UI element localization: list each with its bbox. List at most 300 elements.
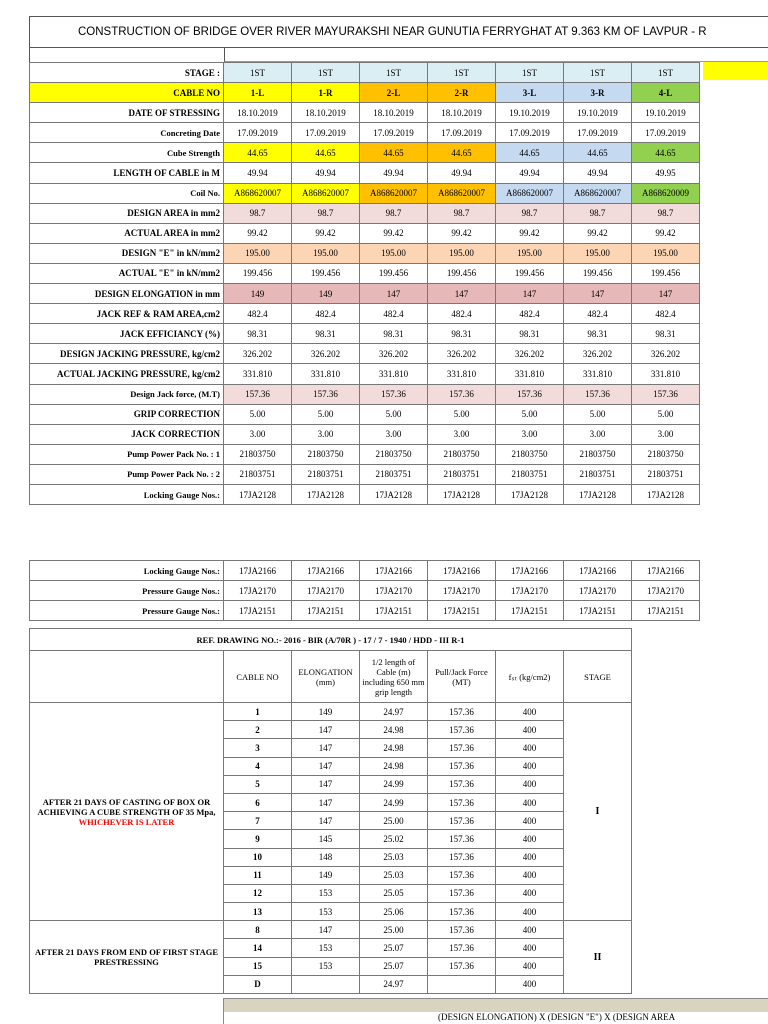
- ref-header-blank: [30, 651, 224, 703]
- data-cell: 17.09.2019: [428, 123, 496, 143]
- ref-cell: 25.02: [360, 830, 428, 848]
- gauge-cell: 17JA2166: [292, 561, 360, 581]
- ref-cell: 148: [292, 848, 360, 866]
- gauge-table: [29, 560, 700, 621]
- data-cell: 44.65: [360, 143, 428, 163]
- ref-cell: 24.98: [360, 721, 428, 739]
- ref-cell: 400: [496, 957, 564, 975]
- data-cell: 157.36: [224, 384, 292, 404]
- cable-label: CABLE NO: [30, 83, 224, 103]
- data-cell: 3.00: [428, 424, 496, 444]
- data-cell: 49.94: [360, 163, 428, 183]
- gauge-cell: 17JA2151: [360, 601, 428, 621]
- data-row: [30, 344, 700, 364]
- gauge-cell: 17JA2166: [632, 561, 700, 581]
- row-label: DATE OF STRESSING: [30, 103, 224, 123]
- gauge-cell: 17JA2166: [360, 561, 428, 581]
- data-cell: 99.42: [292, 223, 360, 243]
- data-cell: 17.09.2019: [496, 123, 564, 143]
- stage-cell: 1ST: [428, 63, 496, 83]
- row-label: DESIGN "E" in kN/mm2: [30, 243, 224, 263]
- data-cell: 21803751: [496, 464, 564, 484]
- ref-cell: 147: [292, 921, 360, 939]
- ref-cell: 9: [224, 830, 292, 848]
- data-cell: A868620007: [564, 183, 632, 203]
- data-cell: 157.36: [292, 384, 360, 404]
- ref-cell: 25.06: [360, 903, 428, 921]
- ref-cell: 2: [224, 721, 292, 739]
- ref-cell: 149: [292, 703, 360, 721]
- ref-header-cell: CABLE NO: [224, 651, 292, 703]
- ref-cell: 25.07: [360, 939, 428, 957]
- data-cell: 21803750: [292, 444, 360, 464]
- data-cell: 199.456: [224, 263, 292, 283]
- data-cell: 19.10.2019: [564, 103, 632, 123]
- data-cell: 195.00: [564, 243, 632, 263]
- data-cell: 99.42: [224, 223, 292, 243]
- gauge-row: [30, 601, 700, 621]
- data-cell: 157.36: [632, 384, 700, 404]
- cable-cell: 3-R: [564, 83, 632, 103]
- ref-cell: 24.99: [360, 793, 428, 811]
- data-row: [30, 464, 700, 484]
- data-cell: 3.00: [564, 424, 632, 444]
- data-cell: 157.36: [564, 384, 632, 404]
- row-label: DESIGN ELONGATION in mm: [30, 284, 224, 304]
- row-label: Coil No.: [30, 183, 224, 203]
- data-cell: 21803750: [224, 444, 292, 464]
- ref-stage: I: [564, 703, 632, 921]
- data-cell: 157.36: [360, 384, 428, 404]
- data-cell: 49.94: [292, 163, 360, 183]
- ref-cell: 157.36: [428, 830, 496, 848]
- ref-header-cell: STAGE: [564, 651, 632, 703]
- gauge-cell: 17JA2166: [224, 561, 292, 581]
- ref-cell: 157.36: [428, 793, 496, 811]
- ref-cell: 3: [224, 739, 292, 757]
- data-cell: 99.42: [360, 223, 428, 243]
- data-cell: 326.202: [224, 344, 292, 364]
- cable-cell: 1-R: [292, 83, 360, 103]
- data-cell: 331.810: [292, 364, 360, 384]
- ref-cell: 400: [496, 812, 564, 830]
- cable-cell: 1-L: [224, 83, 292, 103]
- ref-cell: 25.00: [360, 921, 428, 939]
- data-cell: 18.10.2019: [292, 103, 360, 123]
- ref-cell: 149: [292, 866, 360, 884]
- stage-cell: 1ST: [632, 63, 700, 83]
- gauge-cell: 17JA2151: [224, 601, 292, 621]
- data-cell: 195.00: [224, 243, 292, 263]
- data-cell: 482.4: [632, 304, 700, 324]
- data-cell: 5.00: [292, 404, 360, 424]
- data-cell: A868620007: [360, 183, 428, 203]
- data-cell: 147: [632, 284, 700, 304]
- data-cell: 19.10.2019: [632, 103, 700, 123]
- row-label: JACK REF & RAM AREA,cm2: [30, 304, 224, 324]
- data-cell: 326.202: [632, 344, 700, 364]
- data-cell: 17JA2128: [496, 484, 564, 504]
- ref-cell: 157.36: [428, 866, 496, 884]
- data-cell: A868620007: [496, 183, 564, 203]
- ref-cell: 157.36: [428, 739, 496, 757]
- data-cell: 98.31: [632, 324, 700, 344]
- data-cell: 21803751: [292, 464, 360, 484]
- row-label: Pump Power Pack No. : 1: [30, 444, 224, 464]
- ref-cell: 400: [496, 793, 564, 811]
- cable-cell: 4-L: [632, 83, 700, 103]
- ref-cell: 157.36: [428, 775, 496, 793]
- gauge-cell: 17JA2170: [496, 581, 564, 601]
- data-cell: 157.36: [428, 384, 496, 404]
- data-cell: 326.202: [428, 344, 496, 364]
- data-cell: 18.10.2019: [360, 103, 428, 123]
- ref-cell: 24.97: [360, 975, 428, 993]
- data-cell: 5.00: [496, 404, 564, 424]
- data-cell: 21803750: [496, 444, 564, 464]
- data-cell: 5.00: [564, 404, 632, 424]
- data-cell: 331.810: [224, 364, 292, 384]
- ref-cell: [428, 975, 496, 993]
- data-cell: 482.4: [292, 304, 360, 324]
- ref-cell: 400: [496, 775, 564, 793]
- span-girder-row: [29, 48, 768, 62]
- data-cell: 21803751: [632, 464, 700, 484]
- data-cell: 326.202: [292, 344, 360, 364]
- data-cell: 17JA2128: [224, 484, 292, 504]
- data-cell: 195.00: [360, 243, 428, 263]
- row-label: Concreting Date: [30, 123, 224, 143]
- data-cell: 17.09.2019: [360, 123, 428, 143]
- gauge-cell: 17JA2166: [564, 561, 632, 581]
- data-row: [30, 123, 700, 143]
- data-cell: 98.7: [564, 203, 632, 223]
- data-cell: 98.31: [224, 324, 292, 344]
- data-cell: 331.810: [360, 364, 428, 384]
- data-cell: 17.09.2019: [292, 123, 360, 143]
- data-row: [30, 103, 700, 123]
- ref-cell: 25.03: [360, 866, 428, 884]
- gauge-cell: 17JA2170: [224, 581, 292, 601]
- ref-cell: 157.36: [428, 703, 496, 721]
- data-cell: 98.7: [496, 203, 564, 223]
- ref-row: [30, 921, 632, 939]
- data-cell: 17JA2128: [292, 484, 360, 504]
- formula-text: (DESIGN ELONGATION) X (DESIGN "E") X (DESIGN AREA: [223, 1012, 768, 1024]
- gauge-cell: 17JA2151: [632, 601, 700, 621]
- gauge-cell: 17JA2166: [496, 561, 564, 581]
- data-cell: 199.456: [564, 263, 632, 283]
- data-row: [30, 304, 700, 324]
- data-row: [30, 203, 700, 223]
- row-label: GRIP CORRECTION: [30, 404, 224, 424]
- gauge-label: Pressure Gauge Nos.:: [30, 581, 224, 601]
- cable-cell: 2-L: [360, 83, 428, 103]
- data-cell: 21803750: [428, 444, 496, 464]
- data-row: [30, 444, 700, 464]
- data-row: [30, 263, 700, 283]
- gauge-row: [30, 561, 700, 581]
- gauge-cell: 17JA2151: [292, 601, 360, 621]
- data-cell: 331.810: [632, 364, 700, 384]
- data-row: [30, 243, 700, 263]
- data-cell: 157.36: [496, 384, 564, 404]
- data-cell: 199.456: [632, 263, 700, 283]
- data-cell: 21803750: [564, 444, 632, 464]
- data-cell: 17JA2128: [564, 484, 632, 504]
- ref-cell: 400: [496, 703, 564, 721]
- stage-cell: 1ST: [496, 63, 564, 83]
- span-girder-value-cell[interactable]: [224, 48, 768, 62]
- ref-cell: 6: [224, 793, 292, 811]
- ref-cell: 157.36: [428, 921, 496, 939]
- stage-cell: 1ST: [224, 63, 292, 83]
- ref-cell: 400: [496, 757, 564, 775]
- ref-header-row: [30, 651, 632, 703]
- data-cell: 331.810: [564, 364, 632, 384]
- ref-cell: 400: [496, 975, 564, 993]
- ref-header-cell: fₛₜ (kg/cm2): [496, 651, 564, 703]
- ref-cell: 25.00: [360, 812, 428, 830]
- data-cell: 5.00: [428, 404, 496, 424]
- cable-cell: 2-R: [428, 83, 496, 103]
- data-cell: 98.7: [292, 203, 360, 223]
- ref-group-label: [30, 921, 224, 994]
- ref-cell: D: [224, 975, 292, 993]
- gauge-cell: 17JA2151: [428, 601, 496, 621]
- data-cell: 98.31: [360, 324, 428, 344]
- ref-cell: 157.36: [428, 957, 496, 975]
- footer-bar: [223, 998, 768, 1012]
- data-row: [30, 324, 700, 344]
- ref-cell: 15: [224, 957, 292, 975]
- ref-cell: 25.03: [360, 848, 428, 866]
- data-cell: 5.00: [224, 404, 292, 424]
- data-cell: 49.94: [428, 163, 496, 183]
- gauge-cell: 17JA2170: [428, 581, 496, 601]
- ref-cell: 10: [224, 848, 292, 866]
- ref-cell: 11: [224, 866, 292, 884]
- data-cell: 21803751: [224, 464, 292, 484]
- data-cell: 17.09.2019: [632, 123, 700, 143]
- data-cell: 147: [428, 284, 496, 304]
- data-row: [30, 223, 700, 243]
- data-cell: 3.00: [632, 424, 700, 444]
- row-label: JACK EFFICIANCY (%): [30, 324, 224, 344]
- data-row: [30, 424, 700, 444]
- ref-cell: [292, 975, 360, 993]
- ref-cell: 25.07: [360, 957, 428, 975]
- data-row: [30, 183, 700, 203]
- ref-cell: 12: [224, 884, 292, 902]
- ref-cell: 24.99: [360, 775, 428, 793]
- ref-cell: 147: [292, 721, 360, 739]
- data-row: [30, 143, 700, 163]
- ref-cell: 147: [292, 757, 360, 775]
- data-cell: 21803751: [360, 464, 428, 484]
- ref-header-cell: 1/2 length of Cable (m) including 650 mm grip length: [360, 651, 428, 703]
- ref-cell: 400: [496, 939, 564, 957]
- gauge-label: Pressure Gauge Nos.:: [30, 601, 224, 621]
- ref-group-text: AFTER 21 DAYS OF CASTING OF BOX OR ACHIEVING A CUBE STRENGTH OF 35 Mpa,: [37, 796, 216, 817]
- data-cell: 482.4: [428, 304, 496, 324]
- row-label: DESIGN AREA in mm2: [30, 203, 224, 223]
- ref-drawing: REF. DRAWING NO.:- 2016 - BIR (A/70R ) - 17 / 7 - 1940 / HDD - III R-1: [30, 629, 632, 651]
- ref-drawing-row: [30, 629, 632, 651]
- gauge-cell: 17JA2170: [632, 581, 700, 601]
- document-title: CONSTRUCTION OF BRIDGE OVER RIVER MAYURAKSHI NEAR GUNUTIA FERRYGHAT AT 9.363 KM OF LAVPUR - R: [29, 16, 768, 48]
- row-label: Locking Gauge Nos.:: [30, 484, 224, 504]
- data-cell: 3.00: [224, 424, 292, 444]
- data-cell: 21803750: [360, 444, 428, 464]
- data-cell: 49.94: [224, 163, 292, 183]
- ref-cell: 147: [292, 793, 360, 811]
- data-cell: 482.4: [496, 304, 564, 324]
- ref-row: [30, 703, 632, 721]
- gauge-cell: 17JA2151: [564, 601, 632, 621]
- ref-cell: 147: [292, 739, 360, 757]
- gauge-cell: 17JA2170: [292, 581, 360, 601]
- data-cell: 147: [360, 284, 428, 304]
- data-cell: 326.202: [564, 344, 632, 364]
- data-row: [30, 384, 700, 404]
- ref-cell: 157.36: [428, 939, 496, 957]
- ref-cell: 400: [496, 921, 564, 939]
- cable-cell: 3-L: [496, 83, 564, 103]
- ref-cell: 400: [496, 848, 564, 866]
- data-cell: 331.810: [496, 364, 564, 384]
- data-cell: 326.202: [360, 344, 428, 364]
- data-cell: 21803751: [428, 464, 496, 484]
- data-cell: 17JA2128: [360, 484, 428, 504]
- data-cell: 18.10.2019: [428, 103, 496, 123]
- ref-cell: 1: [224, 703, 292, 721]
- data-cell: 195.00: [292, 243, 360, 263]
- stage-cell: 1ST: [564, 63, 632, 83]
- data-cell: 199.456: [360, 263, 428, 283]
- stressing-table: [29, 62, 700, 505]
- ref-cell: 400: [496, 830, 564, 848]
- data-cell: 98.7: [360, 203, 428, 223]
- ref-header-cell: ELONGATION (mm): [292, 651, 360, 703]
- ref-group-note: WHICHEVER IS LATER: [78, 816, 175, 827]
- data-cell: 44.65: [292, 143, 360, 163]
- ref-cell: 24.97: [360, 703, 428, 721]
- data-cell: 17JA2128: [632, 484, 700, 504]
- ref-cell: 400: [496, 739, 564, 757]
- row-label: ACTUAL JACKING PRESSURE, kg/cm2: [30, 364, 224, 384]
- stage-label: STAGE :: [30, 63, 224, 83]
- data-row: [30, 484, 700, 504]
- gauge-cell: 17JA2170: [564, 581, 632, 601]
- data-cell: 98.7: [428, 203, 496, 223]
- data-cell: A868620009: [632, 183, 700, 203]
- data-cell: 49.95: [632, 163, 700, 183]
- ref-cell: 24.98: [360, 739, 428, 757]
- data-row: [30, 163, 700, 183]
- ref-cell: 7: [224, 812, 292, 830]
- ref-cell: 153: [292, 884, 360, 902]
- data-cell: 482.4: [224, 304, 292, 324]
- data-cell: 17JA2128: [428, 484, 496, 504]
- gauge-cell: 17JA2151: [496, 601, 564, 621]
- highlight-extension: [703, 62, 768, 80]
- ref-cell: 24.98: [360, 757, 428, 775]
- data-cell: 99.42: [564, 223, 632, 243]
- ref-cell: 157.36: [428, 848, 496, 866]
- data-cell: 21803751: [564, 464, 632, 484]
- ref-cell: 153: [292, 957, 360, 975]
- row-label: Design Jack force, (M.T): [30, 384, 224, 404]
- ref-cell: 400: [496, 884, 564, 902]
- data-cell: 44.65: [632, 143, 700, 163]
- data-cell: 21803750: [632, 444, 700, 464]
- data-row: [30, 364, 700, 384]
- gauge-row: [30, 581, 700, 601]
- data-cell: 3.00: [496, 424, 564, 444]
- ref-cell: 8: [224, 921, 292, 939]
- ref-cell: 157.36: [428, 812, 496, 830]
- data-cell: 149: [224, 284, 292, 304]
- data-cell: 17.09.2019: [564, 123, 632, 143]
- data-cell: 5.00: [360, 404, 428, 424]
- data-cell: 326.202: [496, 344, 564, 364]
- gauge-cell: 17JA2166: [428, 561, 496, 581]
- data-cell: 18.10.2019: [224, 103, 292, 123]
- row-label: JACK CORRECTION: [30, 424, 224, 444]
- ref-cell: 147: [292, 812, 360, 830]
- data-cell: 49.94: [496, 163, 564, 183]
- data-cell: 98.7: [632, 203, 700, 223]
- ref-cell: 5: [224, 775, 292, 793]
- row-label: LENGTH OF CABLE in M: [30, 163, 224, 183]
- ref-cell: 13: [224, 903, 292, 921]
- data-cell: 99.42: [428, 223, 496, 243]
- ref-group-label: [30, 703, 224, 921]
- data-cell: 331.810: [428, 364, 496, 384]
- data-cell: 44.65: [428, 143, 496, 163]
- ref-cell: 153: [292, 939, 360, 957]
- elongation-reference-table: [29, 628, 632, 994]
- gauge-cell: 17JA2170: [360, 581, 428, 601]
- ref-cell: 157.36: [428, 884, 496, 902]
- data-cell: 147: [564, 284, 632, 304]
- data-cell: 195.00: [428, 243, 496, 263]
- ref-cell: 157.36: [428, 721, 496, 739]
- data-cell: 199.456: [428, 263, 496, 283]
- ref-cell: 153: [292, 903, 360, 921]
- data-cell: A868620007: [224, 183, 292, 203]
- data-cell: 195.00: [496, 243, 564, 263]
- ref-cell: 145: [292, 830, 360, 848]
- ref-cell: 4: [224, 757, 292, 775]
- data-cell: 98.31: [496, 324, 564, 344]
- ref-cell: 400: [496, 903, 564, 921]
- ref-group-text: AFTER 21 DAYS FROM END OF FIRST STAGE PRESTRESSING: [34, 947, 218, 968]
- ref-cell: 400: [496, 866, 564, 884]
- ref-stage: II: [564, 921, 632, 994]
- row-label: ACTUAL "E" in kN/mm2: [30, 263, 224, 283]
- row-label: DESIGN JACKING PRESSURE, kg/cm2: [30, 344, 224, 364]
- data-cell: 3.00: [292, 424, 360, 444]
- data-cell: 17.09.2019: [224, 123, 292, 143]
- data-cell: 49.94: [564, 163, 632, 183]
- data-cell: 44.65: [224, 143, 292, 163]
- data-cell: 44.65: [564, 143, 632, 163]
- row-label: ACTUAL AREA in mm2: [30, 223, 224, 243]
- ref-cell: 25.05: [360, 884, 428, 902]
- data-cell: 99.42: [632, 223, 700, 243]
